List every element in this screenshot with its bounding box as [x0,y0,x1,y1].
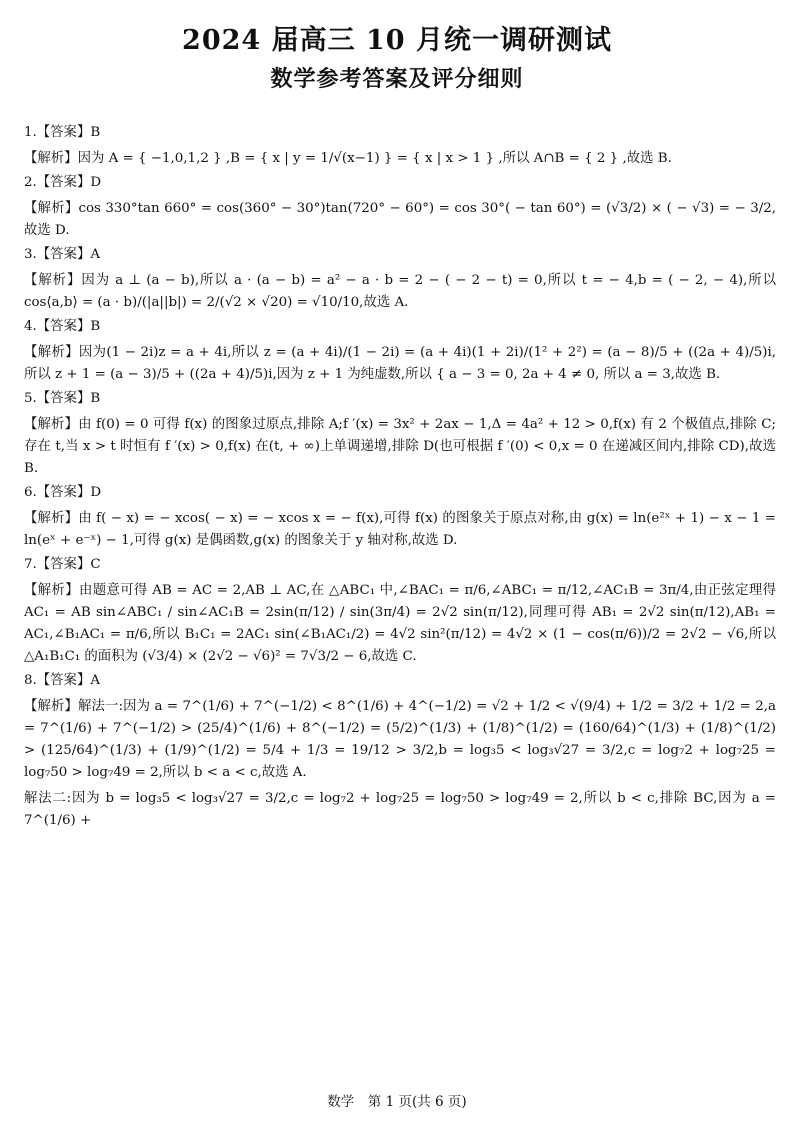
analysis-text: 由题意可得 AB = AC = 2,AB ⊥ AC,在 △ABC₁ 中,∠BAC₁ = π/6,∠ABC₁ = π/12,∠AC₁B = 3π/4,由正弦定理得 AC₁ = AB sin∠ABC₁ / sin∠AC₁B = 2sin(π/12) / sin(3π/4) = 2√2 sin(π/12),同理可得 AB₁ = 2√2 sin(π/12),AB₁ = AC₁,∠B₁AC₁ = π/6,所以 B₁C₁ = 2AC₁ sin(∠B₁AC₁/2) = 4√2 sin²(π/12) = 4√2 × (1 − cos(π/6))/2 = 2√2 − √6,所以 △A₁B₁C₁ 的面积为 (√3/4) × (2√2 − √6)² = 7√3/2 − 6,故选 C. [24,583,776,664]
answer-choice: B [90,125,101,140]
analysis-line [24,580,776,668]
page-footer: 数学 第 1 页(共 6 页) [327,1094,467,1110]
answer-tag: 【答案】 [36,175,91,190]
question-7 [24,554,776,668]
question-number: 2. [24,175,37,190]
analysis-tag: 【解析】 [24,345,79,360]
answer-line [24,122,776,144]
answer-line [24,172,776,194]
answer-choice: B [90,319,101,334]
answer-tag: 【答案】 [36,125,91,140]
question-number: 4. [24,319,37,334]
question-number: 3. [24,247,37,262]
analysis-line [24,414,776,480]
answer-tag: 【答案】 [36,673,91,688]
page-title: 2024 届高三 10 月统一调研测试 [182,25,612,56]
question-5 [24,388,776,480]
answer-choice: A [90,247,101,262]
answer-tag: 【答案】 [36,319,91,334]
answer-choice: D [90,485,102,500]
analysis-line [24,508,776,552]
analysis-line [24,270,776,314]
analysis-tag: 【解析】 [24,511,79,526]
question-number: 7. [24,557,37,572]
answer-tag: 【答案】 [36,485,91,500]
analysis-text: cos 330°tan 660° = cos(360° − 30°)tan(720° − 60°) = cos 30°( − tan 60°) = (√3/2) × ( − √3) = − 3/2,故选 D. [24,201,776,238]
answer-line [24,482,776,504]
analysis-tag: 【解析】 [24,201,79,216]
analysis-text: 因为 A = { −1,0,1,2 } ,B = { x | y = 1/√(x−1) } = { x | x > 1 } ,所以 A∩B = { 2 } ,故选 B. [77,151,672,166]
analysis-line [24,696,776,784]
analysis-tag: 【解析】 [24,273,82,288]
question-8 [24,670,776,832]
answer-line [24,316,776,338]
answer-choice: A [90,673,101,688]
answer-tag: 【答案】 [36,557,91,572]
analysis-tag: 【解析】 [24,583,79,598]
question-number: 1. [24,125,37,140]
answer-line [24,388,776,410]
question-1 [24,122,776,170]
analysis-line [24,198,776,242]
analysis-line-method-2 [24,788,776,832]
answer-choice: D [90,175,102,190]
answer-choice: C [90,557,101,572]
question-number: 8. [24,673,37,688]
question-3 [24,244,776,314]
analysis-text: 因为(1 − 2i)z = a + 4i,所以 z = (a + 4i)/(1 − 2i) = (a + 4i)(1 + 2i)/(1² + 2²) = (a − 8)/5 + ((2a + 4)/5)i,所以 z + 1 = (a − 3)/5 + ((2a + 4)/5)i,因为 z + 1 为纯虚数,所以 { a − 3 = 0, 2a + 4 ≠ 0, 所以 a = 3,故选 B. [24,345,776,382]
answer-tag: 【答案】 [36,247,91,262]
question-4 [24,316,776,386]
question-number: 6. [24,485,37,500]
answer-tag: 【答案】 [36,391,91,406]
analysis-tag: 【解析】 [24,699,79,714]
analysis-tag: 【解析】 [24,417,79,432]
question-2 [24,172,776,242]
analysis-tag: 【解析】 [24,151,78,166]
answer-line [24,554,776,576]
page-subtitle: 数学参考答案及评分细则 [270,67,524,92]
answer-line [24,670,776,692]
analysis-text: 解法一:因为 a = 7^(1/6) + 7^(−1/2) < 8^(1/6) + 4^(−1/2) = √2 + 1/2 < √(9/4) + 1/2 = 3/2 + 1/2 = 2,a = 7^(1/6) + 7^(−1/2) > (25/4)^(1/6) + 8^(−1/2) = (5/2)^(1/3) + (1/8)^(1/2) = (160/64)^(1/3) + (1/8)^(1/2) > (125/64)^(1/3) + (1/9)^(1/2) = 5/4 + 1/3 = 19/12 > 3/2,b = log₃5 < log₃√27 = 3/2,c = log₇2 + log₇25 = log₇50 > log₇49 = 2,所以 b < a < c,故选 A. [24,699,776,780]
analysis-text: 由 f(0) = 0 可得 f(x) 的图象过原点,排除 A;f ′(x) = 3x² + 2ax − 1,Δ = 4a² + 12 > 0,f(x) 有 2 个极值点,排除 C;存在 t,当 x > t 时恒有 f ′(x) > 0,f(x) 在(t, + ∞)上单调递增,排除 D(也可根据 f ′(0) < 0,x = 0 在递减区间内,排除 CD),故选 B. [24,417,776,476]
analysis-text: 解法二:因为 b = log₃5 < log₃√27 = 3/2,c = log₇2 + log₇25 = log₇50 > log₇49 = 2,所以 b < c,排除 BC,因为 a = 7^(1/6) + [24,791,776,828]
question-6 [24,482,776,552]
analysis-text: 因为 a ⊥ (a − b),所以 a · (a − b) = a² − a · b = 2 − ( − 2 − t) = 0,所以 t = − 4,b = ( − 2, − 4),所以 cos⟨a,b⟩ = (a · b)/(|a||b|) = 2/(√2 × √20) = √10/10,故选 A. [24,273,776,310]
analysis-line [24,342,776,386]
analysis-line [24,148,776,170]
question-number: 5. [24,391,37,406]
answer-choice: B [90,391,101,406]
answer-line [24,244,776,266]
answer-list [24,120,776,832]
analysis-text: 由 f( − x) = − xcos( − x) = − xcos x = − f(x),可得 f(x) 的图象关于原点对称,由 g(x) = ln(e²ˣ + 1) − x − 1 = ln(eˣ + e⁻ˣ) − 1,可得 g(x) 是偶函数,g(x) 的图象关于 y 轴对称,故选 D. [24,511,776,548]
